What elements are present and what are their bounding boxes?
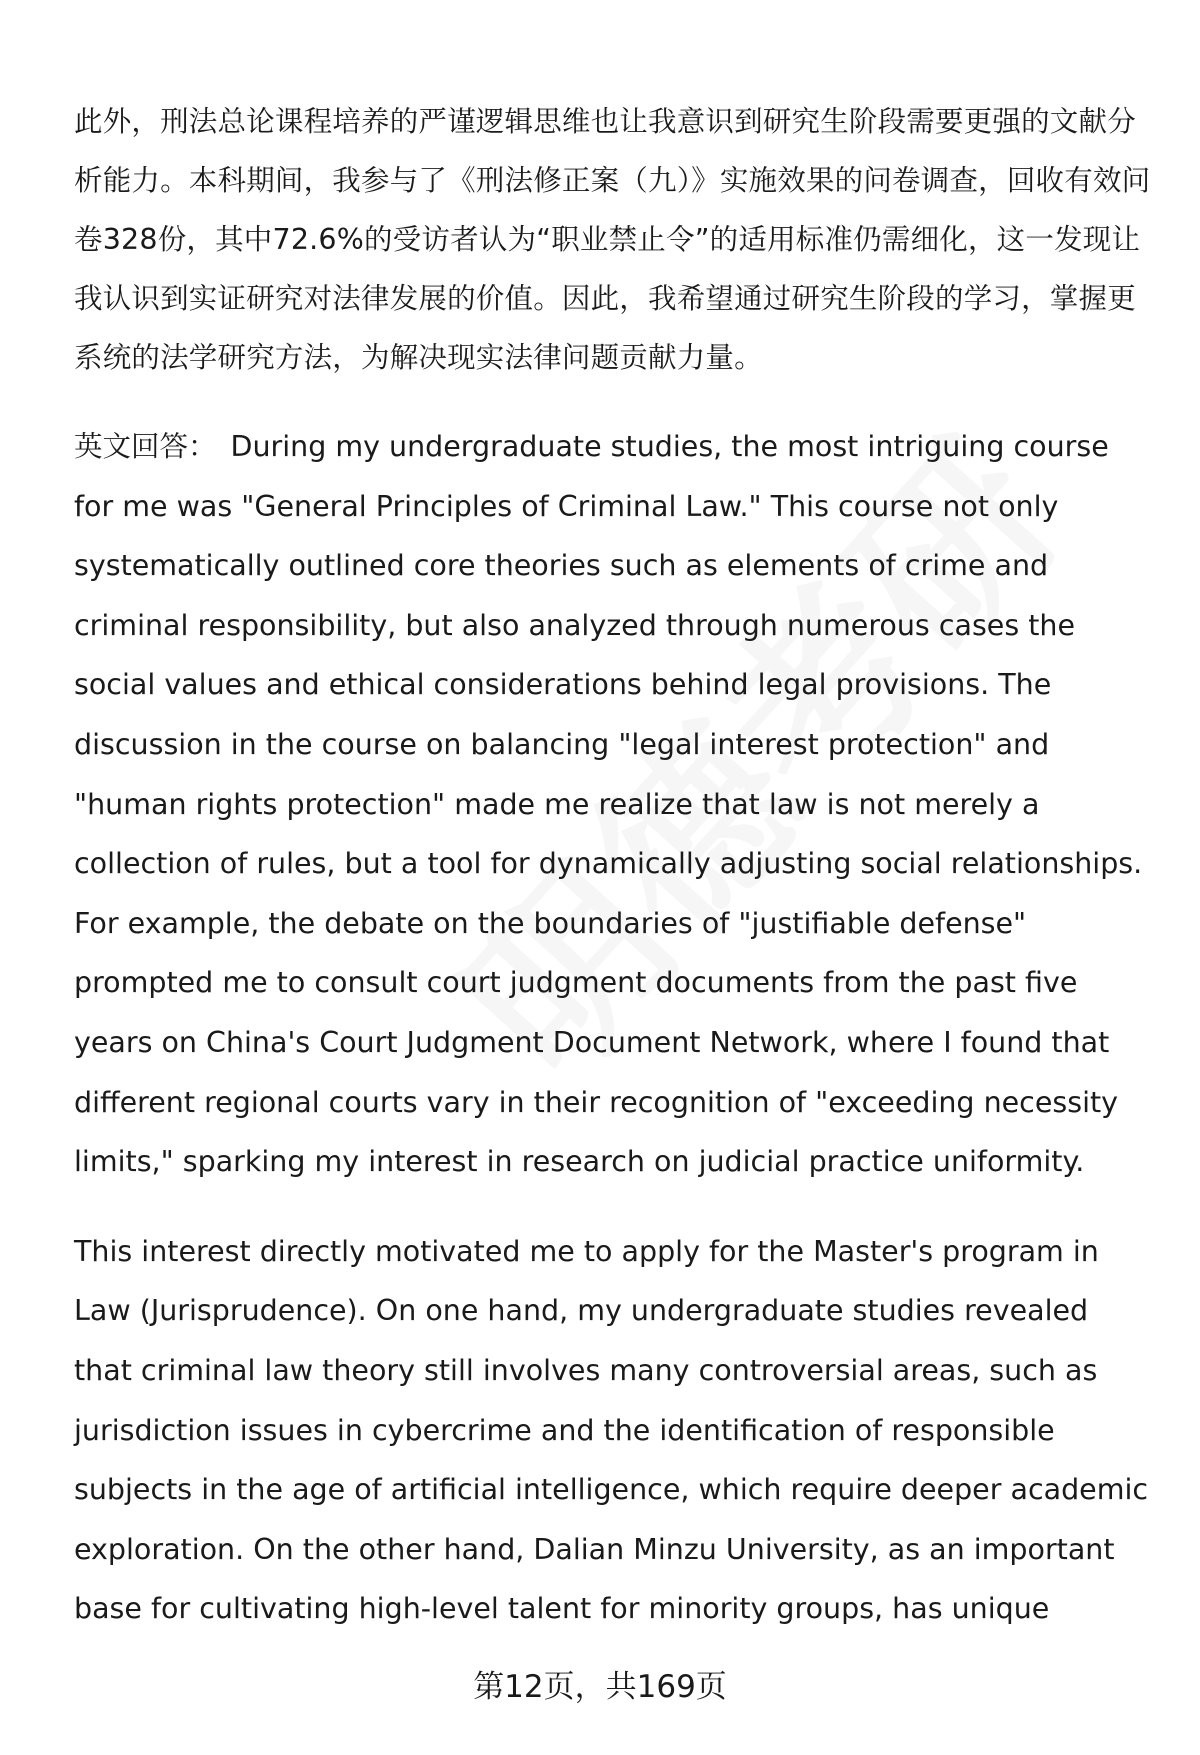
- document-body: [74, 92, 1154, 1669]
- paragraph-chinese-answer: 此外，刑法总论课程培养的严谨逻辑思维也让我意识到研究生阶段需要更强的文献分析能力。本科期间，我参与了《刑法修正案（九）》实施效果的问卷调查，回收有效问卷328份，其中72.6%的受访者认为“职业禁止令”的适用标准仍需细化，这一发现让我认识到实证研究对法律发展的价值。因此，我希望通过研究生阶段的学习，掌握更系统的法学研究方法，为解决现实法律问题贡献力量。: [74, 105, 1151, 374]
- english-answer-text: During my undergraduate studies, the most intriguing course for me was "General Principles of Criminal Law." This course not only systematically outlined core theories such as elements of crime and criminal responsibility, but also analyzed through numerous cases the social values and ethical considerations behind legal provisions. The discussion in the course on balancing "legal interest protection" and "human rights protection" made me realize that law is not merely a collection of rules, but a tool for dynamically adjusting social relationships. For example, the debate on the boundaries of "justifiable defense" prompted me to consult court judgment documents from the past five years on China's Court Judgment Document Network, where I found that different regional courts vary in their recognition of "exceeding necessity limits," sparking my interest in research on judicial practice uniformity.: [74, 430, 1143, 1179]
- english-answer-label: 英文回答：: [74, 430, 217, 463]
- paragraph-english-continued: This interest directly motivated me to apply for the Master's program in Law (Jurisprudence). On one hand, my undergraduate studies revealed that criminal law theory still involves many controversial areas, such as jurisdiction issues in cybercrime and the identification of responsible subjects in the age of artificial intelligence, which require deeper academic exploration. On the other hand, Dalian Minzu University, as an important base for cultivating high-level talent for minority groups, has unique: [74, 1234, 1149, 1626]
- page-number-footer: 第12页，共169页: [473, 1669, 727, 1705]
- paragraph-english-answer: [74, 417, 1154, 1192]
